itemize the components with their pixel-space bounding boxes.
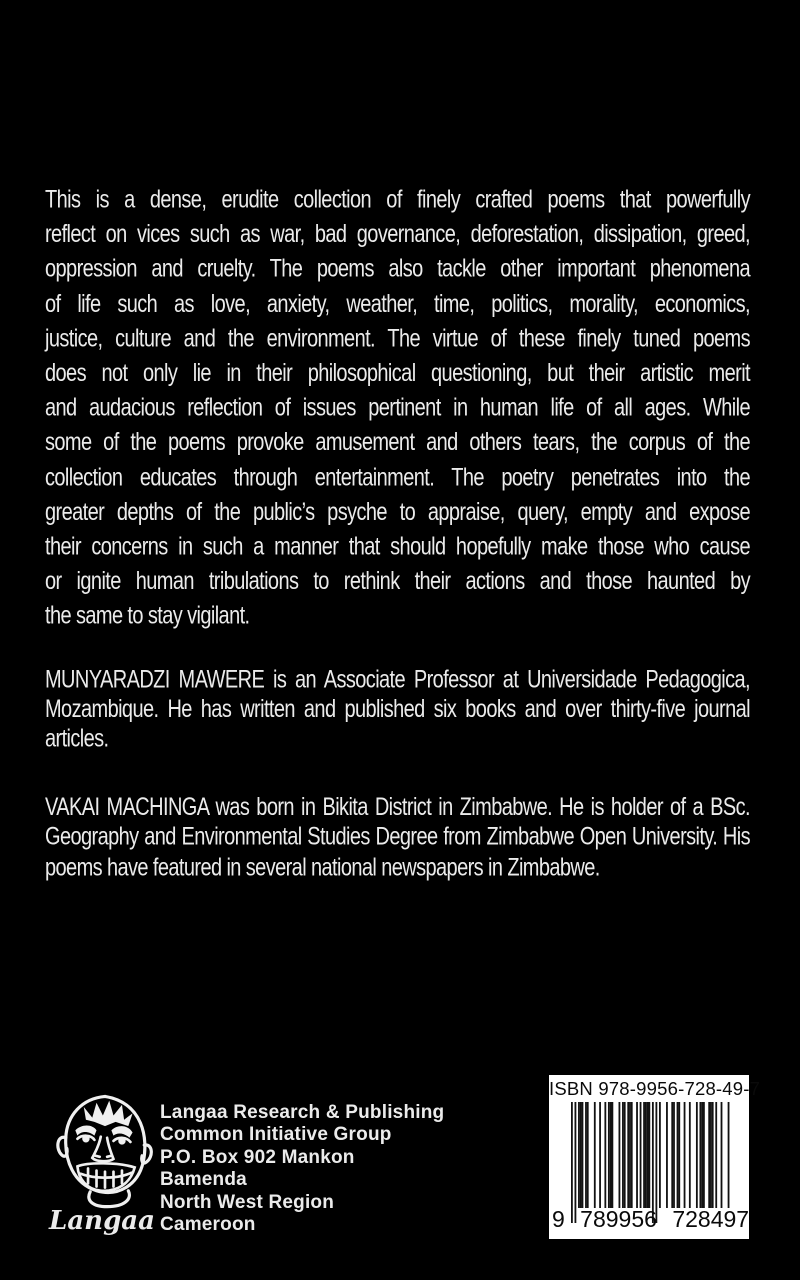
publisher-address	[160, 1102, 444, 1236]
text-line: P.O. Box 902 Mankon	[160, 1146, 355, 1168]
text-line: greater depths of the public’s psyche to appraise, query, empty and expose	[45, 498, 750, 526]
text-line: justice, culture and the environment. The virtue of these finely tuned poems	[45, 325, 750, 353]
text-line: Bamenda	[160, 1169, 247, 1191]
author-bio-mawere	[45, 665, 750, 755]
back-cover-text	[45, 183, 750, 883]
text-line: Cameroon	[160, 1214, 256, 1236]
book-description-paragraph	[45, 183, 750, 634]
barcode-digits: 9 789956 728497	[552, 1206, 750, 1232]
text-line: poems have featured in several national newspapers in Zimbabwe.	[45, 854, 600, 882]
text-line: their concerns in such a manner that should hopefully make those who cause	[45, 533, 750, 561]
langaa-face-mask-icon	[52, 1090, 158, 1212]
text-line: articles.	[45, 725, 109, 754]
ean13-barcode-icon	[571, 1102, 739, 1223]
text-line: or ignite human tribulations to rethink their actions and those haunted by	[45, 568, 750, 596]
isbn-barcode-box	[549, 1075, 761, 1239]
text-line: Langaa Research & Publishing	[160, 1102, 445, 1123]
langaa-wordmark: Langaa	[49, 1206, 155, 1236]
isbn-label: ISBN 978-9956-728-49-7	[549, 1078, 761, 1099]
text-line: of life such as love, anxiety, weather, time, politics, morality, economics,	[45, 290, 750, 318]
text-line: Geography and Environmental Studies Degree from Zimbabwe Open University. His	[45, 824, 750, 852]
text-line: does not only lie in their philosophical questioning, but their artistic merit	[45, 360, 750, 388]
author-bio-machinga	[45, 793, 750, 883]
text-line: This is a dense, erudite collection of finely crafted poems that powerfully	[45, 186, 750, 214]
text-line: VAKAI MACHINGA was born in Bikita District in Zimbabwe. He is holder of a BSc.	[45, 794, 750, 822]
text-line: MUNYARADZI MAWERE is an Associate Professor at Universidade Pedagogica,	[45, 665, 750, 694]
text-line: North West Region	[160, 1191, 335, 1213]
text-line: collection educates through entertainment. The poetry penetrates into the	[45, 464, 750, 492]
text-line: oppression and cruelty. The poems also tackle other important phenomena	[45, 256, 750, 284]
text-line: Mozambique. He has written and published six books and over thirty-five journal	[45, 695, 750, 724]
text-line: Common Initiative Group	[160, 1124, 392, 1146]
text-line: some of the poems provoke amusement and others tears, the corpus of the	[45, 429, 750, 457]
text-line: reflect on vices such as war, bad governance, deforestation, dissipation, greed,	[45, 221, 750, 249]
text-line: the same to stay vigilant.	[45, 602, 250, 631]
text-line: and audacious reflection of issues pertinent in human life of all ages. While	[45, 394, 750, 422]
